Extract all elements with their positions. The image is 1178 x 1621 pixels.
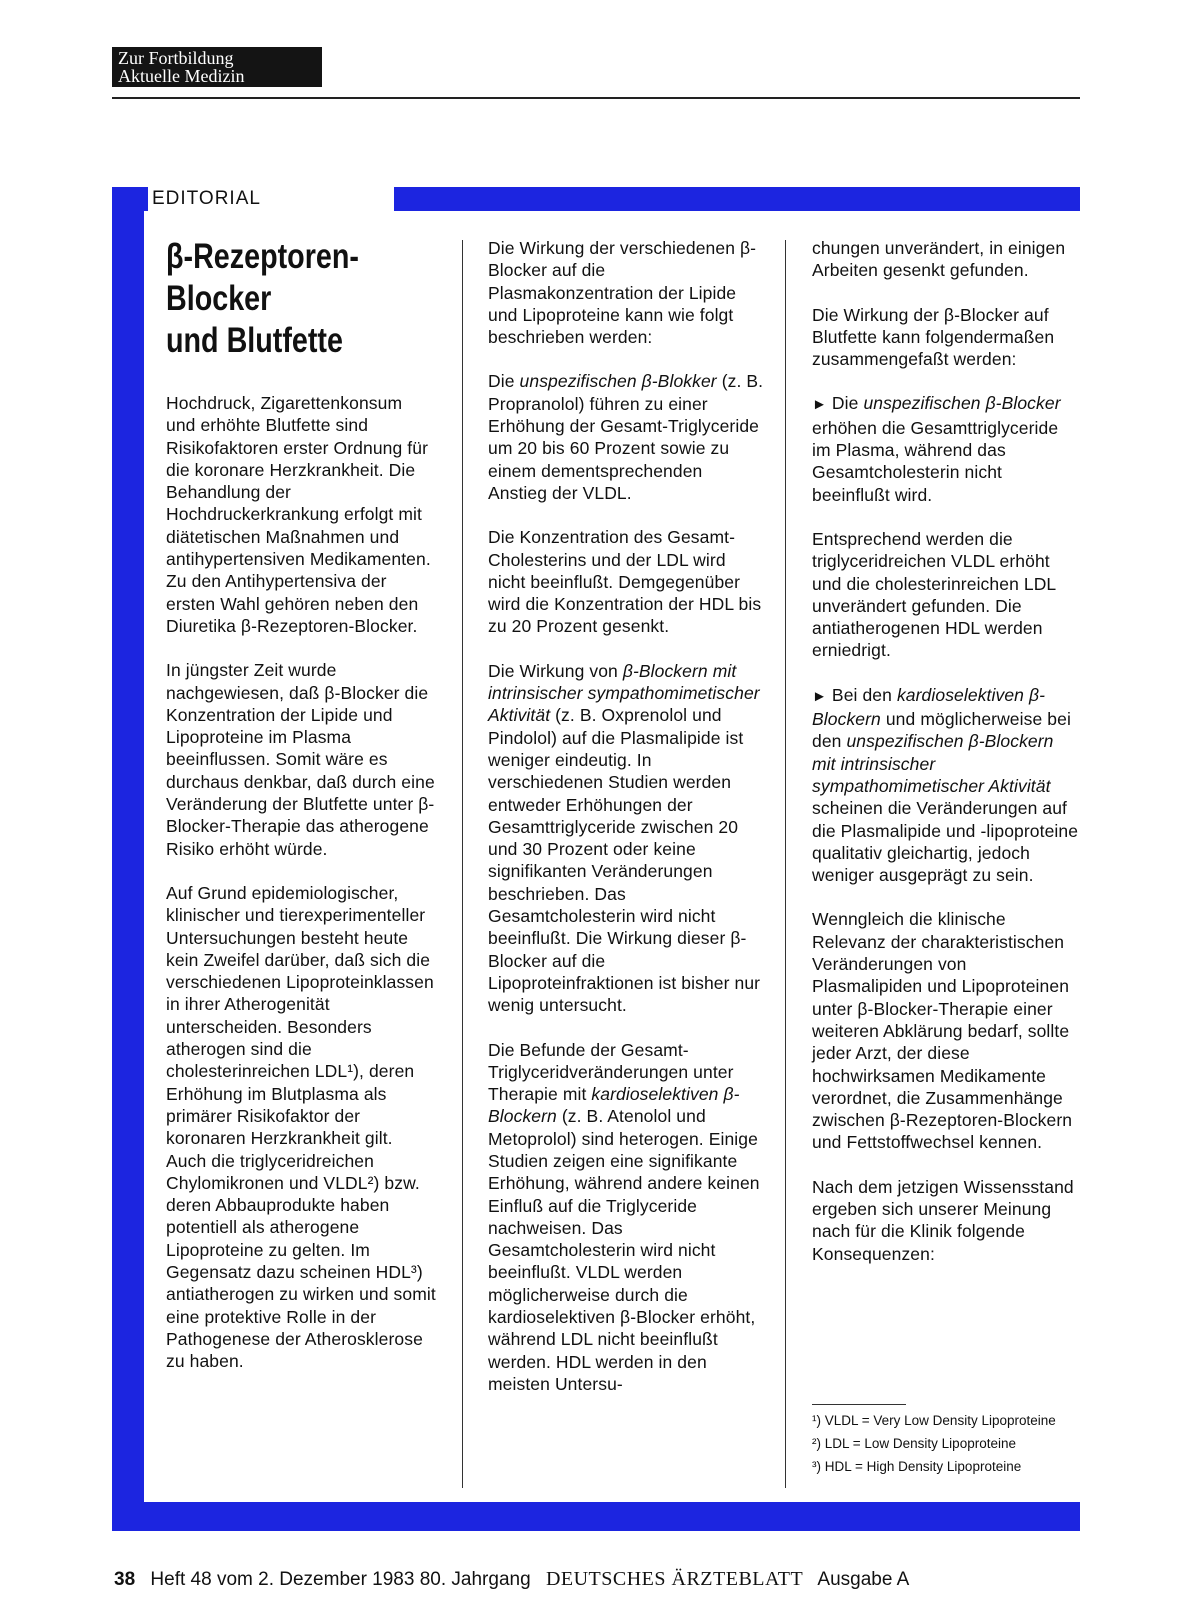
column-rule: [462, 240, 463, 1488]
bullet-paragraph: ► Die unspezifischen β-Blocker erhöhen die Gesamttriglyceride im Plasma, während das Gesamtcholesterin nicht beeinflußt wird.: [812, 393, 1061, 505]
paragraph: Hochdruck, Zigarettenkonsum und erhöhte Blutfette sind Risikofaktoren erster Ordnung für die koronare Herzkrankheit. Die Behandlung der Hochdruckerkrankung erfolgt mit diätetischen Maßnahmen und antihypertensiven Medikamenten. Zu den Antihypertensiva der ersten Wahl gehören neben den Diuretika β-Rezeptoren-Blocker.: [166, 393, 431, 636]
issue-info: Heft 48 vom 2. Dezember 1983 80. Jahrgang: [150, 1569, 531, 1590]
triangle-bullet-icon: ►: [812, 396, 827, 414]
page-number: 38: [114, 1569, 136, 1590]
section-header-box: [112, 47, 322, 87]
header-line-1: Zur Fortbildung: [118, 48, 234, 68]
footnote: ²) LDL = Low Density Lipoproteine: [812, 1436, 1016, 1451]
footnotes: [812, 1412, 1080, 1481]
blue-frame-bottom: [112, 1502, 1080, 1531]
paragraph: Wenngleich die klinische Relevanz der charakteristischen Veränderungen von Plasmalipiden und Lipoproteinen unter β-Blocker-Therapie einer weiteren Abklärung bedarf, sollte jeder Arzt, der diese hochwirksamen Medikamente verordnet, die Zusammenhänge zwischen β-Rezeptoren-Blockern und Fettstoffwechsel kennen.: [812, 909, 1073, 1153]
blue-bar-left: [112, 187, 148, 211]
article-title: [166, 236, 396, 362]
paragraph: Auf Grund epidemiologischer, klinischer und tierexperimenteller Untersuchungen besteht heute kein Zweifel darüber, daß sich die verschiedenen Lipoproteinklassen in ihrer Atherogenität unterscheiden. Besonders atherogen sind die cholesterinreichen LDL¹), deren Erhöhung im Blutplasma als primärer Risikofaktor der koronaren Herzkrankheit gilt. Auch die triglyceridreichen Chylomikronen und VLDL²) bzw. deren Abbauprodukte haben potentiell als atherogene Lipoproteine zu gelten. Im Gegensatz dazu scheinen HDL³) antiatherogen zu wirken und somit eine protektive Rolle in der Pathogenese der Atherosklerose zu haben.: [166, 882, 436, 1372]
paragraph: chungen unverändert, in einigen Arbeiten gesenkt gefunden.: [812, 238, 1066, 281]
page-footer: [114, 1568, 909, 1591]
triangle-bullet-icon: ►: [812, 687, 827, 705]
paragraph: In jüngster Zeit wurde nachgewiesen, daß β-Blocker die Konzentration der Lipide und Lipoproteine im Plasma beeinflussen. Somit wäre es durchaus denkbar, daß durch eine Veränderung der Blutfette unter β-Blocker-Therapie das atherogene Risiko erhöht würde.: [166, 660, 435, 859]
section-label: EDITORIAL: [152, 188, 261, 209]
paragraph: Die Wirkung der verschiedenen β-Blocker auf die Plasmakonzentration der Lipide und Lipoproteine kann wie folgt beschrieben werden:: [488, 238, 757, 348]
column-3: [812, 237, 1080, 1287]
edition: Ausgabe A: [817, 1569, 910, 1590]
column-rule: [785, 240, 786, 1488]
blue-frame-left: [112, 187, 144, 1531]
paragraph: Die Wirkung von β-Blockern mit intrinsischer sympathomimetischer Aktivität (z. B. Oxprenolol und Pindolol) auf die Plasmalipide ist weniger eindeutig. In verschiedenen Studien werden entweder Erhöhungen der Gesamttriglyceride zwischen 20 und 30 Prozent oder keine signifikanten Veränderungen beschrieben. Das Gesamtcholesterin wird nicht beeinflußt. Die Wirkung dieser β-Blocker auf die Lipoproteinfraktionen ist bisher nur wenig untersucht.: [488, 660, 761, 1016]
paragraph: Die Konzentration des Gesamt-Cholesterins und der LDL wird nicht beeinflußt. Demgegenüber wird die Konzentration der HDL bis zu 20 Prozent gesenkt.: [488, 527, 762, 637]
column-2: [488, 237, 764, 1417]
title-line-1: β-Rezeptoren-: [166, 237, 359, 276]
footnote: ³) HDL = High Density Lipoproteine: [812, 1459, 1022, 1474]
footnote: ¹) VLDL = Very Low Density Lipoproteine: [812, 1413, 1056, 1428]
paragraph: Die Befunde der Gesamt-Triglyceridveränderungen unter Therapie mit kardioselektiven β-Blockern (z. B. Atenolol und Metoprolol) sind heterogen. Einige Studien zeigen eine signifikante Erhöhung, während andere keinen Einfluß auf die Triglyceride nachweisen. Das Gesamtcholesterin wird nicht beeinflußt. VLDL werden möglicherweise durch die kardioselektiven β-Blocker erhöht, während LDL nicht beeinflußt werden. HDL werden in den meisten Untersu-: [488, 1039, 760, 1394]
title-line-2: Blocker: [166, 279, 272, 318]
paragraph: Die unspezifischen β-Blokker (z. B. Propranolol) führen zu einer Erhöhung der Gesamt-Triglyceride um 20 bis 60 Prozent sowie zu einem dementsprechenden Anstieg der VLDL.: [488, 371, 764, 503]
title-line-3: und Blutfette: [166, 321, 343, 360]
header-rule: [112, 97, 1080, 99]
paragraph: Die Wirkung der β-Blocker auf Blutfette kann folgendermaßen zusammengefaßt werden:: [812, 304, 1055, 370]
column-1: [166, 392, 436, 1394]
header-line-2: Aktuelle Medizin: [118, 66, 245, 86]
magazine-name: DEUTSCHES ÄRZTEBLATT: [545, 1568, 804, 1590]
blue-bar-right: [394, 187, 1080, 211]
paragraph: Nach dem jetzigen Wissensstand ergeben sich unserer Meinung nach für die Klinik folgende Konsequenzen:: [812, 1176, 1074, 1264]
bullet-paragraph: ► Bei den kardioselektiven β-Blockern und möglicherweise bei den unspezifischen β-Blockern mit intrinsischer sympathomimetischer Aktivität scheinen die Veränderungen auf die Plasmalipide und -lipoproteine qualitativ gleichartig, jedoch weniger ausgeprägt zu sein.: [812, 684, 1079, 886]
footnote-rule: [812, 1404, 906, 1405]
paragraph: Entsprechend werden die triglyceridreichen VLDL erhöht und die cholesterinreichen LDL unverändert gefunden. Die antiatherogenen HDL werden erniedrigt.: [812, 528, 1056, 661]
